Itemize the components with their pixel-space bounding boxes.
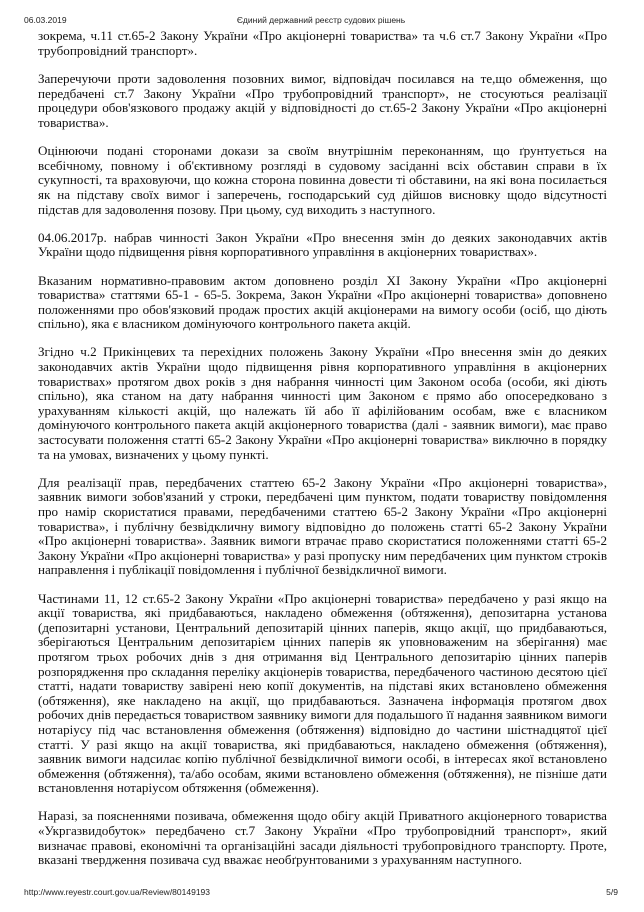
page-footer	[24, 887, 618, 899]
paragraph: Для реалізації прав, передбачених статтею 65-2 Закону України «Про акціонерні товариства», заявник вимоги зобов'язаний у строки, передбачені цим пунктом, подати товариству повідомлення про намір скористатися правами, передбаченими статтею 65-2 Закону України «Про акціонерні товариства», і публічну безвідкличну вимогу відповідно до положень статті 65-2 Закону України «Про акціонерні товариства». Заявник вимоги втрачає право скористатися положеннями статті 65-2 Закону України «Про акціонерні товариства» у разі пропуску ним передбачених цим пунктом строків направлення і публікації повідомлення і публічної безвідкличної вимоги.	[38, 474, 607, 578]
page-header	[24, 15, 618, 27]
page-number: 5/9	[606, 887, 618, 897]
source-url[interactable]: http://www.reyestr.court.gov.ua/Review/80149193	[24, 887, 210, 897]
paragraph: Вказаним нормативно-правовим актом доповнено розділ XI Закону України «Про акціонерні товариства» статтями 65-1 - 65-5. Зокрема, Закон України «Про акціонерні товариства» доповнено положеннями про обов'язковий продаж простих акцій акціонерами на вимогу особи (осіб, що діють спільно), яка є власником домінуючого контрольного пакета акцій.	[38, 272, 607, 332]
registry-title: Єдиний державний реєстр судових рішень	[236, 15, 406, 25]
paragraph: зокрема, ч.11 ст.65-2 Закону України «Про акціонерні товариства» та ч.6 ст.7 Закону України «Про трубопровідний транспорт».	[38, 28, 607, 58]
paragraph: Частинами 11, 12 ст.65-2 Закону України «Про акціонерні товариства» передбачено у разі якщо на акції товариства, які придбаваються, накладено обмеження (обтяження), депозитарна установа (депозитарні установи, Центральний депозитарій цінних паперів, якщо акції, що придбаваються, зберігаються Центральним депозитарієм цінних паперів як уповноваженим на зберігання) має протягом трьох робочих днів з дня отримання від Центрального депозитарію цінних паперів розпорядження про складання переліку акціонерів товариства, передбаченого частиною десятою цієї статті, надати товариству завірені нею копії документів, на підставі яких встановлено обмеження (обтяження), яке накладено на акції, що придбаваються. Зазначена інформація протягом двох робочих днів передається товариством заявнику вимоги для подальшого її надання заявником вимоги нотаріусу під час встановлення обмеження (обтяження) відповідно до частини шістнадцятої цієї статті. У разі якщо на акції товариства, які придбаваються, накладено обмеження (обтяження), заявник вимоги надсилає копію публічної безвідкличної вимоги особі, в інтересах якої встановлено обмеження (обтяження), та/або особам, якими встановлено обмеження (обтяження), не пізніше дати встановлення нотаріусом обтяження (обмеження).	[38, 590, 607, 796]
print-date: 06.03.2019	[24, 15, 67, 25]
paragraph: 04.06.2017р. набрав чинності Закон України «Про внесення змін до деяких законодавчих актів України щодо підвищення рівня корпоративного управління в акціонерних товариствах».	[38, 229, 607, 260]
document-body	[38, 29, 607, 881]
paragraph: Згідно ч.2 Прикінцевих та перехідних положень Закону України «Про внесення змін до деяких законодавчих актів України щодо підвищення рівня корпоративного управління в акціонерних товариствах» протягом двох років з дня набрання чинності цим Законом особа (особи, які діють спільно), яка станом на дату набрання чинності цим Законом є прямо або опосередковано з урахуванням кількості акцій, що належать їй або її афілійованим особам, вже є власником домінуючого контрольного пакета акцій акціонерного товариства (далі - заявник вимоги), має право застосувати положення статті 65-2 Закону України «Про акціонерні товариства» виключно в порядку та на умовах, визначених у цьому пункті.	[38, 344, 607, 462]
paragraph: Заперечуючи проти задоволення позовних вимог, відповідач посилався на те,що обмеження, що передбачені ст.7 Закону України «Про трубопровідний транспорт», не стосуються реалізації процедури обов'язкового продажу акцій у відповідності до ст.65-2 Закону України «Про акціонерні товариства».	[38, 71, 607, 130]
paragraph: Оцінюючи подані сторонами докази за своїм внутрішнім переконанням, що ґрунтується на всебічному, повному і об'єктивному розгляді в судовому засіданні всіх обставин справи в їх сукупності, та враховуючи, що кожна сторона повинна довести ті обставини, на які вона посилається як на підставу своїх вимог і заперечень, господарський суд дійшов висновку щодо відсутності підстав для задоволення позову. При цьому, суд виходить з наступного.	[38, 143, 607, 217]
paragraph: Наразі, за поясненнями позивача, обмеження щодо обігу акцій Приватного акціонерного товариства «Укргазвидобуток» передбачено ст.7 Закону України «Про трубопровідний транспорт», який визначає правові, економічні та організаційні засади діяльності трубопровідного транспорту. Проте, вказані твердження позивача суд вважає необґрунтованими з урахуванням наступного.	[38, 808, 607, 868]
